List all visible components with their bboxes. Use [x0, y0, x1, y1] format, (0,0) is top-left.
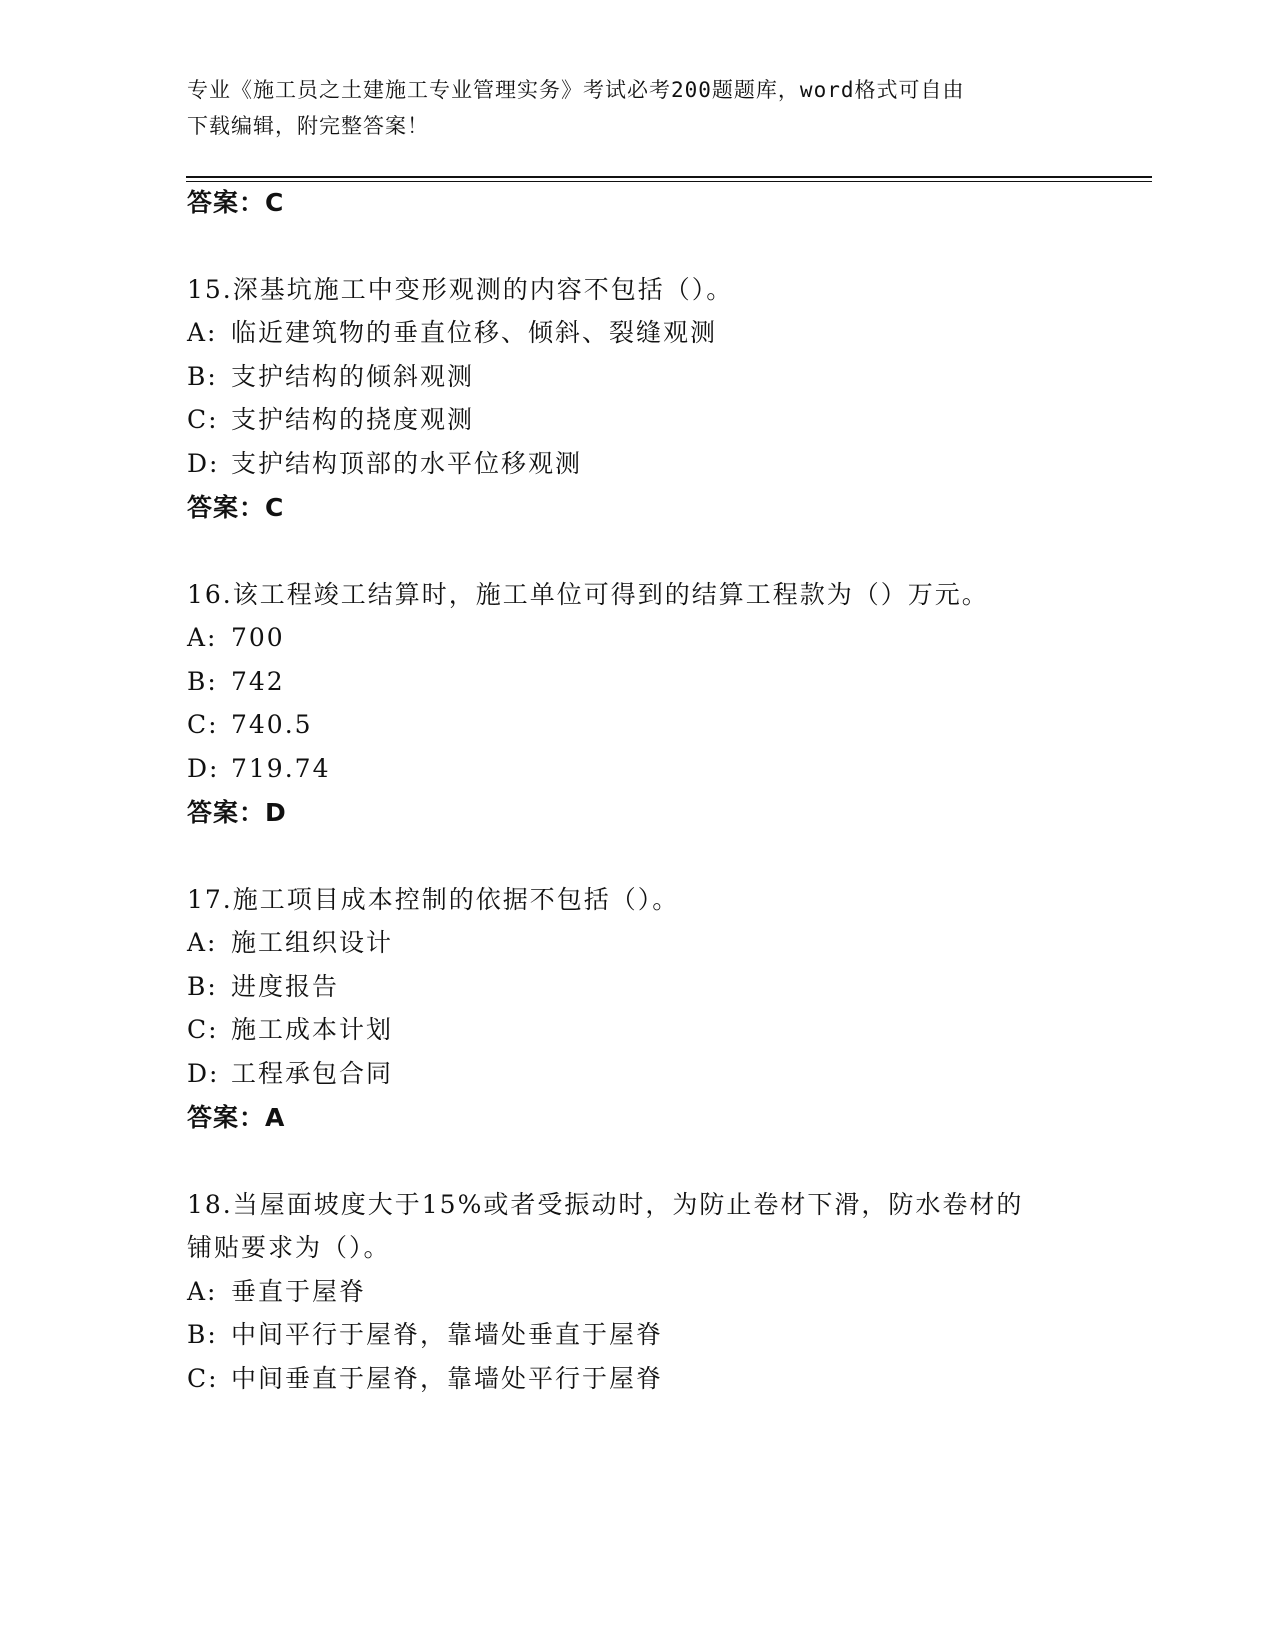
option-label: D:: [187, 1059, 220, 1088]
question-17-answer: 答案：A: [187, 1103, 286, 1132]
option-label: B:: [187, 667, 218, 696]
question-17-option-c: [187, 1015, 393, 1045]
option-text: 支护结构的倾斜观测: [231, 362, 475, 391]
option-text: 临近建筑物的垂直位移、倾斜、裂缝观测: [231, 318, 718, 347]
question-16-option-d: [187, 754, 330, 784]
option-label: B:: [187, 1320, 218, 1349]
header-line-1: 专业《施工员之土建施工专业管理实务》考试必考200题题库，word格式可自由: [187, 78, 965, 102]
header-divider-thin: [186, 181, 1152, 182]
question-15-stem: 15.深基坑施工中变形观测的内容不包括（）。: [187, 275, 734, 304]
question-16-option-c: [187, 710, 313, 740]
previous-answer: 答案：C: [187, 188, 285, 217]
option-text: 700: [231, 623, 285, 652]
question-15-option-a: [187, 318, 717, 348]
option-label: D:: [187, 449, 220, 478]
question-16-answer: 答案：D: [187, 798, 287, 827]
option-label: D:: [187, 754, 220, 783]
question-18-option-c: [187, 1364, 663, 1394]
question-18-option-a: [187, 1277, 366, 1307]
option-text: 740.5: [231, 710, 313, 739]
question-15-option-c: [187, 405, 474, 435]
header-line-2: 下载编辑，附完整答案！: [187, 114, 429, 138]
question-18-stem-line-1: 18.当屋面坡度大于15%或者受振动时，为防止卷材下滑，防水卷材的: [187, 1190, 1024, 1219]
question-15-option-d: [187, 449, 582, 479]
option-label: C:: [187, 1015, 219, 1044]
question-17-option-b: [187, 972, 339, 1002]
question-17-stem: 17.施工项目成本控制的依据不包括（）。: [187, 885, 680, 914]
option-label: A:: [187, 928, 218, 957]
option-text: 支护结构顶部的水平位移观测: [231, 449, 583, 478]
option-text: 进度报告: [231, 972, 340, 1001]
option-label: C:: [187, 405, 219, 434]
question-15-answer: 答案：C: [187, 493, 285, 522]
option-label: A:: [187, 1277, 218, 1306]
question-17-option-d: [187, 1059, 393, 1089]
header-divider-thick: [186, 176, 1152, 178]
option-text: 742: [231, 667, 285, 696]
question-15-option-b: [187, 362, 474, 392]
option-label: B:: [187, 362, 218, 391]
option-label: A:: [187, 318, 218, 347]
question-17-option-a: [187, 928, 393, 958]
question-18-stem-line-2: 铺贴要求为（）。: [187, 1233, 391, 1262]
question-16-stem: 16.该工程竣工结算时，施工单位可得到的结算工程款为（）万元。: [187, 580, 989, 609]
option-text: 垂直于屋脊: [231, 1277, 367, 1306]
question-16-option-b: [187, 667, 285, 697]
document-header: [187, 72, 1067, 144]
option-label: B:: [187, 972, 218, 1001]
option-label: C:: [187, 710, 219, 739]
option-text: 中间平行于屋脊，靠墙处垂直于屋脊: [231, 1320, 664, 1349]
option-text: 719.74: [231, 754, 331, 783]
option-label: C:: [187, 1364, 219, 1393]
option-text: 施工组织设计: [231, 928, 394, 957]
option-text: 工程承包合同: [231, 1059, 394, 1088]
option-label: A:: [187, 623, 218, 652]
question-16-option-a: [187, 623, 285, 653]
question-18-option-b: [187, 1320, 663, 1350]
option-text: 中间垂直于屋脊，靠墙处平行于屋脊: [231, 1364, 664, 1393]
option-text: 支护结构的挠度观测: [231, 405, 475, 434]
option-text: 施工成本计划: [231, 1015, 394, 1044]
